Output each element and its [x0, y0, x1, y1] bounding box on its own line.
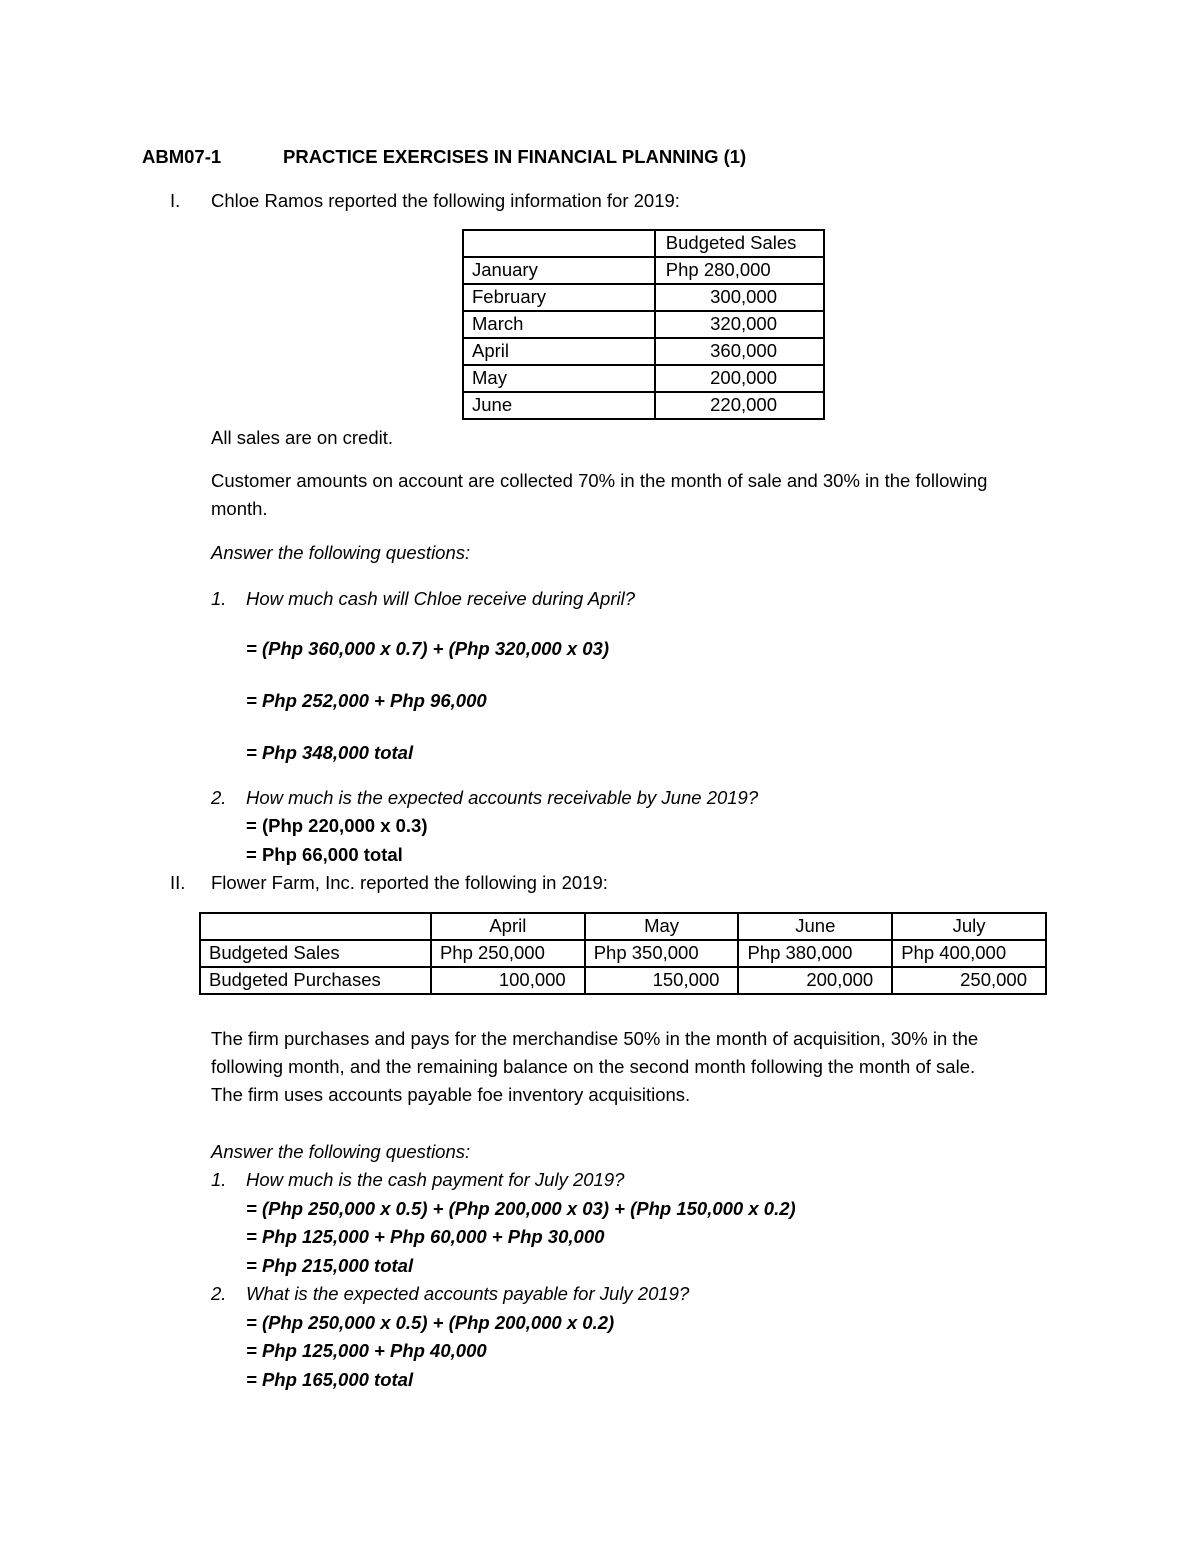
- table-cell: [200, 913, 431, 940]
- answer-line: = Php 252,000 + Php 96,000: [246, 690, 487, 711]
- answer-line: = Php 215,000 total: [246, 1255, 414, 1276]
- sales-purchases-table: [199, 912, 1047, 995]
- paragraph-line: The firm purchases and pays for the merchandise 50% in the month of acquisition, 30% in the: [211, 1028, 979, 1049]
- table-cell: Php 250,000: [431, 940, 585, 967]
- table-row: [463, 338, 824, 365]
- question-number: 2.: [211, 1283, 227, 1304]
- month-cell: April: [463, 338, 655, 365]
- answer-line: = (Php 250,000 x 0.5) + (Php 200,000 x 03) + (Php 150,000 x 0.2): [246, 1198, 796, 1219]
- amount-cell: 360,000: [655, 338, 824, 365]
- answer-line: = Php 165,000 total: [246, 1369, 414, 1390]
- table-row: [463, 284, 824, 311]
- answer-line: = Php 125,000 + Php 60,000 + Php 30,000: [246, 1226, 605, 1247]
- table-row: [463, 257, 824, 284]
- table-cell: 100,000: [431, 967, 585, 994]
- table-cell: 250,000: [892, 967, 1046, 994]
- question-text: What is the expected accounts payable for July 2019?: [246, 1283, 690, 1304]
- document-code: ABM07-1: [142, 146, 222, 167]
- table-row: [463, 392, 824, 419]
- question-text: How much is the cash payment for July 2019?: [246, 1169, 625, 1190]
- amount-cell: 200,000: [655, 365, 824, 392]
- amount-cell: 300,000: [655, 284, 824, 311]
- question-text: How much cash will Chloe receive during April?: [246, 588, 636, 609]
- table-header-cell: May: [585, 913, 739, 940]
- table-header-row: [200, 913, 1046, 940]
- amount-cell: 320,000: [655, 311, 824, 338]
- answer-line: = Php 125,000 + Php 40,000: [246, 1340, 487, 1361]
- questions-prompt: Answer the following questions:: [211, 1141, 471, 1162]
- answer-line: = Php 348,000 total: [246, 742, 414, 763]
- month-cell: June: [463, 392, 655, 419]
- table-cell: [463, 230, 655, 257]
- table-header-cell: July: [892, 913, 1046, 940]
- month-cell: March: [463, 311, 655, 338]
- table-cell: 200,000: [738, 967, 892, 994]
- table-header-row: [463, 230, 824, 257]
- answer-line: = (Php 250,000 x 0.5) + (Php 200,000 x 0.2): [246, 1312, 615, 1333]
- question-number: 1.: [211, 1169, 227, 1190]
- paragraph-line: The firm uses accounts payable foe inventory acquisitions.: [211, 1084, 691, 1105]
- budgeted-sales-table: [462, 229, 825, 420]
- question-text: How much is the expected accounts receivable by June 2019?: [246, 787, 759, 808]
- month-cell: May: [463, 365, 655, 392]
- month-cell: February: [463, 284, 655, 311]
- part1-intro: Chloe Ramos reported the following information for 2019:: [211, 190, 680, 211]
- table-header-cell: June: [738, 913, 892, 940]
- month-cell: January: [463, 257, 655, 284]
- document-title: PRACTICE EXERCISES IN FINANCIAL PLANNING (1): [283, 146, 747, 167]
- note-collection-line1: Customer amounts on account are collected 70% in the month of sale and 30% in the following: [211, 470, 988, 491]
- table-header-cell: Budgeted Sales: [655, 230, 824, 257]
- table-header-cell: April: [431, 913, 585, 940]
- note-credit: All sales are on credit.: [211, 427, 394, 448]
- part2-intro: Flower Farm, Inc. reported the following in 2019:: [211, 872, 608, 893]
- amount-cell: 220,000: [655, 392, 824, 419]
- row-label: Budgeted Sales: [200, 940, 431, 967]
- answer-line: = (Php 360,000 x 0.7) + (Php 320,000 x 03): [246, 638, 610, 659]
- table-row: [200, 967, 1046, 994]
- table-row: [463, 365, 824, 392]
- question-number: 1.: [211, 588, 227, 609]
- note-collection-line2: month.: [211, 498, 268, 519]
- table-cell: Php 380,000: [738, 940, 892, 967]
- answer-line: = (Php 220,000 x 0.3): [246, 815, 428, 836]
- answer-line: = Php 66,000 total: [246, 844, 403, 865]
- table-cell: 150,000: [585, 967, 739, 994]
- row-label: Budgeted Purchases: [200, 967, 431, 994]
- part2-numeral: II.: [170, 872, 186, 893]
- question-number: 2.: [211, 787, 227, 808]
- table-row: [463, 311, 824, 338]
- amount-cell: Php 280,000: [655, 257, 824, 284]
- table-cell: Php 400,000: [892, 940, 1046, 967]
- table-cell: Php 350,000: [585, 940, 739, 967]
- part1-numeral: I.: [170, 190, 181, 211]
- table-row: [200, 940, 1046, 967]
- paragraph-line: following month, and the remaining balance on the second month following the month of sale.: [211, 1056, 976, 1077]
- questions-prompt: Answer the following questions:: [211, 542, 471, 563]
